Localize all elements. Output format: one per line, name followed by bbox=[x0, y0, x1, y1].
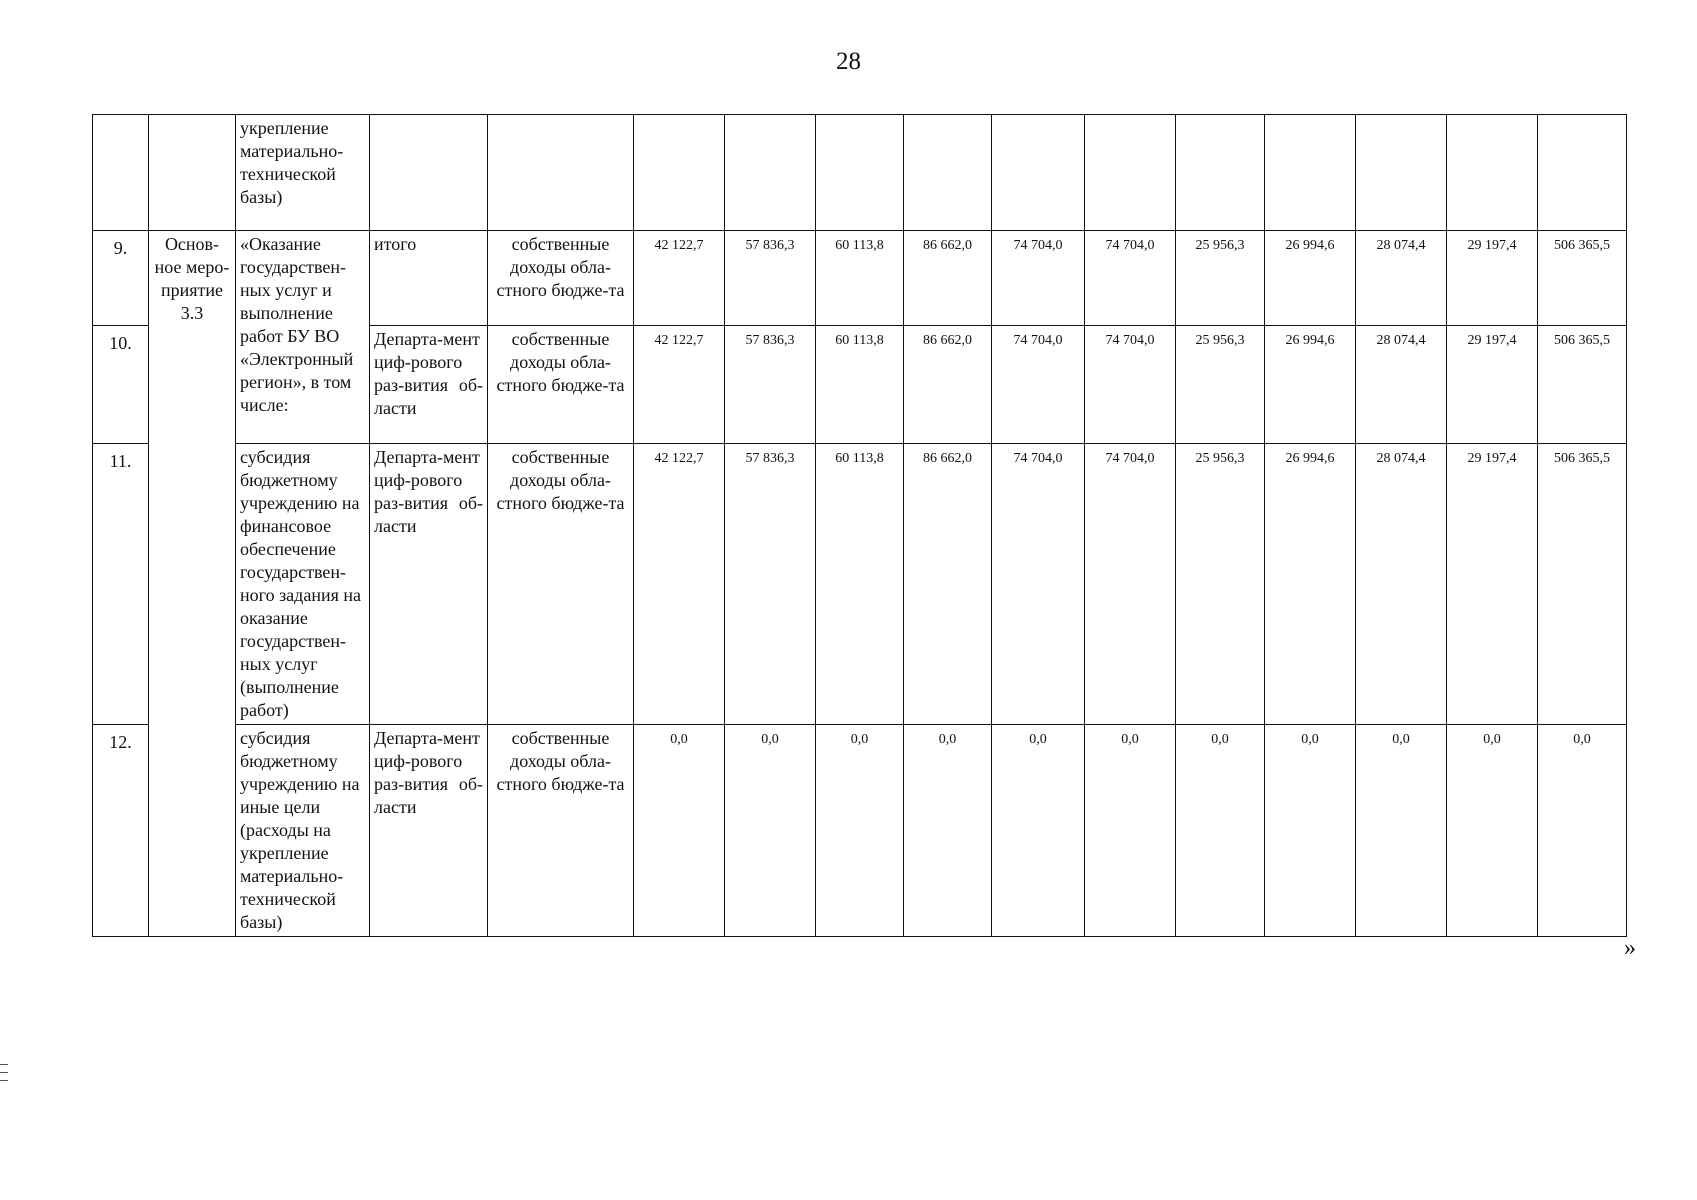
value-cell: 0,0 bbox=[725, 725, 816, 937]
value-cell: 57 836,3 bbox=[725, 326, 816, 444]
value-cell: 74 704,0 bbox=[1085, 444, 1176, 725]
value-cell: 28 074,4 bbox=[1356, 231, 1447, 326]
value-cell: 60 113,8 bbox=[816, 326, 904, 444]
value-total-cell: 506 365,5 bbox=[1538, 231, 1627, 326]
value-cell: 0,0 bbox=[634, 725, 725, 937]
event-name-cell: субсидия бюджетному учреждению на иные цели (расходы на укрепление материально-технической базы) bbox=[236, 725, 370, 937]
event-cell bbox=[149, 115, 236, 231]
executor-cell: Департа-мент циф-рового раз-вития об-ласти bbox=[370, 725, 488, 937]
value-cell: 74 704,0 bbox=[1085, 326, 1176, 444]
value-cell bbox=[904, 115, 992, 231]
value-cell: 0,0 bbox=[1356, 725, 1447, 937]
budget-table bbox=[92, 114, 1627, 937]
row-number-cell: 9. bbox=[93, 231, 149, 326]
value-cell bbox=[1356, 115, 1447, 231]
value-total-cell: 506 365,5 bbox=[1538, 326, 1627, 444]
value-cell: 28 074,4 bbox=[1356, 444, 1447, 725]
funding-source-cell: собственные доходы обла-стного бюдже-та bbox=[488, 444, 634, 725]
value-cell: 86 662,0 bbox=[904, 444, 992, 725]
value-cell: 57 836,3 bbox=[725, 231, 816, 326]
executor-cell: Департа-мент циф-рового раз-вития об-ласти bbox=[370, 444, 488, 725]
value-cell: 74 704,0 bbox=[1085, 231, 1176, 326]
value-cell: 86 662,0 bbox=[904, 231, 992, 326]
value-total-cell: 0,0 bbox=[1538, 725, 1627, 937]
value-cell: 0,0 bbox=[904, 725, 992, 937]
value-cell: 57 836,3 bbox=[725, 444, 816, 725]
budget-table-container bbox=[92, 114, 1627, 937]
value-cell: 42 122,7 bbox=[634, 444, 725, 725]
value-cell bbox=[816, 115, 904, 231]
value-cell: 0,0 bbox=[1447, 725, 1538, 937]
value-cell bbox=[1447, 115, 1538, 231]
table-row bbox=[93, 725, 1627, 937]
value-cell: 29 197,4 bbox=[1447, 326, 1538, 444]
value-cell: 0,0 bbox=[816, 725, 904, 937]
value-cell: 86 662,0 bbox=[904, 326, 992, 444]
value-cell bbox=[725, 115, 816, 231]
closing-quote-mark: » bbox=[1624, 935, 1636, 961]
table-row bbox=[93, 231, 1627, 326]
value-cell bbox=[1176, 115, 1265, 231]
value-cell: 0,0 bbox=[992, 725, 1085, 937]
executor-cell: итого bbox=[370, 231, 488, 326]
value-cell: 26 994,6 bbox=[1265, 231, 1356, 326]
value-total-cell bbox=[1538, 115, 1627, 231]
value-cell: 42 122,7 bbox=[634, 231, 725, 326]
value-cell bbox=[1085, 115, 1176, 231]
value-cell: 25 956,3 bbox=[1176, 231, 1265, 326]
row-number-cell: 10. bbox=[93, 326, 149, 444]
event-cell: Основ-ное меро-приятие 3.3 bbox=[149, 231, 236, 937]
page-number: 28 bbox=[836, 48, 861, 75]
value-cell: 0,0 bbox=[1176, 725, 1265, 937]
event-name-cell: субсидия бюджетному учреждению на финансовое обеспечение государствен-ного задания на оказание государствен-ных услуг (выполнение работ) bbox=[236, 444, 370, 725]
value-cell: 60 113,8 bbox=[816, 444, 904, 725]
executor-cell bbox=[370, 115, 488, 231]
value-cell: 0,0 bbox=[1085, 725, 1176, 937]
value-cell: 0,0 bbox=[1265, 725, 1356, 937]
value-cell bbox=[634, 115, 725, 231]
row-number-cell bbox=[93, 115, 149, 231]
value-cell: 28 074,4 bbox=[1356, 326, 1447, 444]
scan-margin-marks bbox=[0, 1064, 8, 1088]
event-name-cell: укрепление материально-технической базы) bbox=[236, 115, 370, 231]
value-cell: 26 994,6 bbox=[1265, 326, 1356, 444]
row-number-cell: 12. bbox=[93, 725, 149, 937]
value-cell: 74 704,0 bbox=[992, 326, 1085, 444]
value-total-cell: 506 365,5 bbox=[1538, 444, 1627, 725]
value-cell: 74 704,0 bbox=[992, 444, 1085, 725]
margin-tick bbox=[0, 1064, 8, 1065]
event-name-cell: «Оказание государствен-ных услуг и выполнение работ БУ ВО «Электронный регион», в том числе: bbox=[236, 231, 370, 444]
value-cell bbox=[992, 115, 1085, 231]
value-cell: 60 113,8 bbox=[816, 231, 904, 326]
table-row bbox=[93, 115, 1627, 231]
value-cell bbox=[1265, 115, 1356, 231]
margin-tick bbox=[0, 1072, 8, 1073]
value-cell: 42 122,7 bbox=[634, 326, 725, 444]
funding-source-cell: собственные доходы обла-стного бюдже-та bbox=[488, 725, 634, 937]
value-cell: 25 956,3 bbox=[1176, 444, 1265, 725]
value-cell: 29 197,4 bbox=[1447, 444, 1538, 725]
value-cell: 74 704,0 bbox=[992, 231, 1085, 326]
table-row bbox=[93, 444, 1627, 725]
value-cell: 25 956,3 bbox=[1176, 326, 1265, 444]
funding-source-cell: собственные доходы обла-стного бюдже-та bbox=[488, 326, 634, 444]
funding-source-cell bbox=[488, 115, 634, 231]
value-cell: 29 197,4 bbox=[1447, 231, 1538, 326]
funding-source-cell: собственные доходы обла-стного бюдже-та bbox=[488, 231, 634, 326]
executor-cell: Департа-мент циф-рового раз-вития об-ласти bbox=[370, 326, 488, 444]
row-number-cell: 11. bbox=[93, 444, 149, 725]
margin-tick bbox=[0, 1080, 8, 1081]
value-cell: 26 994,6 bbox=[1265, 444, 1356, 725]
